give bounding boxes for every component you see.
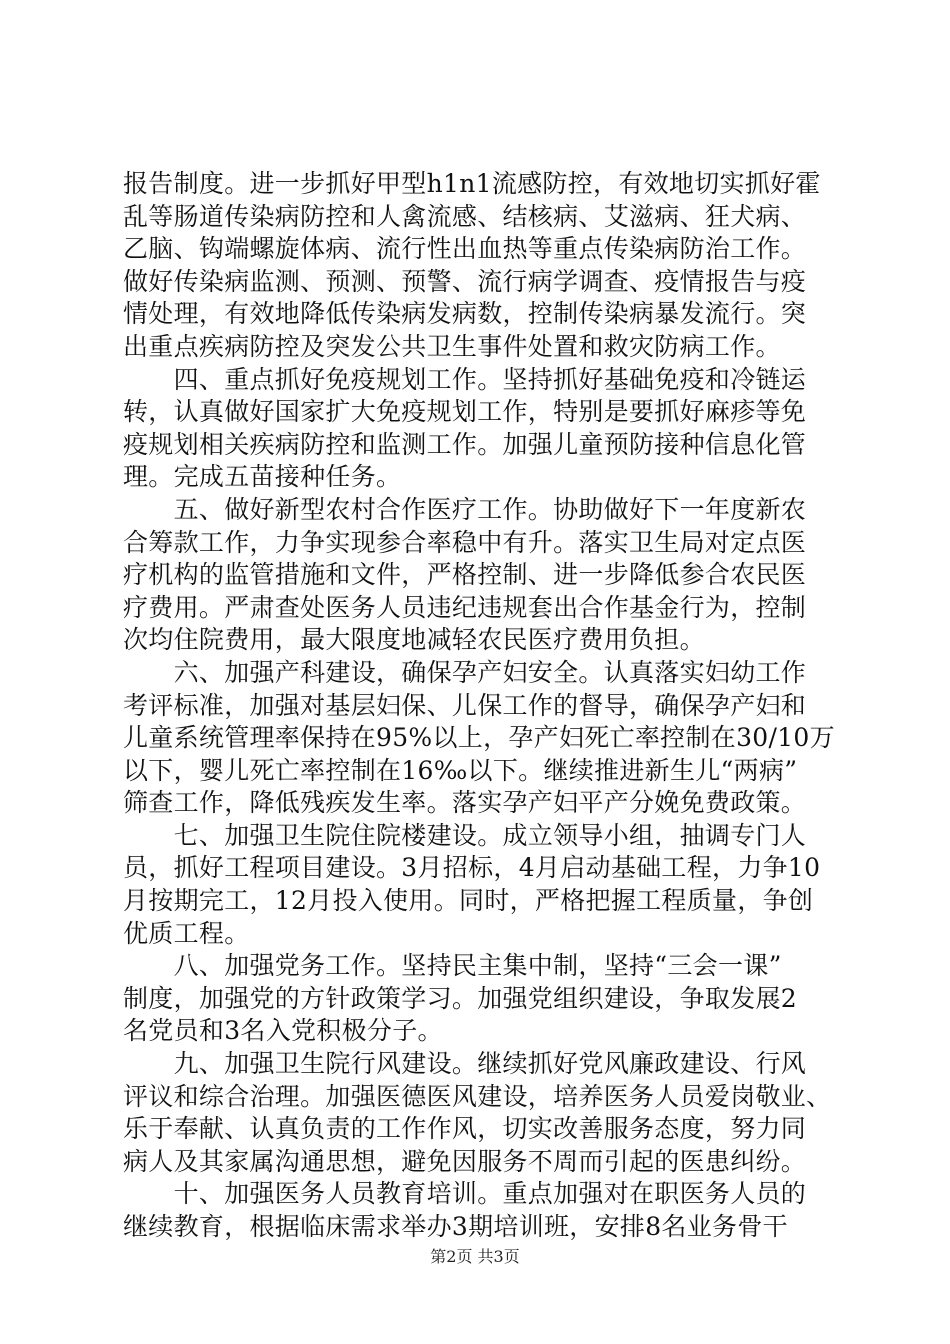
text-line: 出重点疾病防控及突发公共卫生事件处置和救灾防病工作。 (123, 331, 781, 361)
text-line: 考评标准，加强对基层妇保、儿保工作的督导，确保孕产妇和 (123, 690, 807, 720)
text-line: 六、加强产科建设，确保孕产妇安全。认真落实妇幼工作 (123, 657, 807, 687)
text-line: 转，认真做好国家扩大免疫规划工作，特别是要抓好麻疹等免 (123, 397, 807, 427)
text-line: 乱等肠道传染病防控和人禽流感、结核病、艾滋病、狂犬病、 (123, 201, 807, 231)
text-line: 十、加强医务人员教育培训。重点加强对在职医务人员的 (123, 1179, 807, 1209)
text-line: 儿童系统管理率保持在95%以上，孕产妇死亡率控制在30/10万 (123, 723, 835, 753)
page-number-footer: 第2页 共3页 (430, 1247, 520, 1266)
text-line: 四、重点抓好免疫规划工作。坚持抓好基础免疫和冷链运 (123, 364, 807, 394)
text-line: 乙脑、钩端螺旋体病、流行性出血热等重点传染病防治工作。 (123, 234, 807, 264)
text-line: 筛查工作，降低残疾发生率。落实孕产妇平产分娩免费政策。 (123, 788, 807, 818)
text-line: 继续教育，根据临床需求举办3期培训班，安排8名业务骨干 (123, 1212, 788, 1241)
text-line: 次均住院费用，最大限度地减轻农民医疗费用负担。 (123, 625, 705, 655)
text-line: 评议和综合治理。加强医德医风建设，培养医务人员爱岗敬业、 (123, 1081, 832, 1111)
text-line: 理。完成五苗接种任务。 (123, 462, 402, 492)
text-line: 疗费用。严肃查处医务人员违纪违规套出合作基金行为，控制 (123, 592, 807, 622)
text-line: 名党员和3名入党积极分子。 (123, 1016, 443, 1046)
text-line: 优质工程。 (123, 918, 250, 948)
text-line: 七、加强卫生院住院楼建设。成立领导小组，抽调专门人 (123, 820, 807, 850)
text-line: 疗机构的监管措施和文件，严格控制、进一步降低参合农民医 (123, 560, 807, 590)
text-line: 八、加强党务工作。坚持民主集中制，坚持“三会一课” (123, 951, 782, 981)
text-line: 员，抓好工程项目建设。3月招标，4月启动基础工程，力争10 (123, 853, 821, 883)
text-line: 制度，加强党的方针政策学习。加强党组织建设，争取发展2 (123, 983, 798, 1013)
text-line: 九、加强卫生院行风建设。继续抓好党风廉政建设、行风 (123, 1049, 807, 1079)
text-line: 五、做好新型农村合作医疗工作。协助做好下一年度新农 (123, 494, 807, 524)
text-line: 情处理，有效地降低传染病发病数，控制传染病暴发流行。突 (123, 299, 807, 329)
text-line: 月按期完工，12月投入使用。同时，严格把握工程质量，争创 (123, 886, 814, 916)
text-line: 合筹款工作，力争实现参合率稳中有升。落实卫生局对定点医 (123, 527, 807, 557)
text-line: 以下，婴儿死亡率控制在16‰以下。继续推进新生儿“两病” (123, 755, 798, 785)
text-line: 病人及其家属沟通思想，避免因服务不周而引起的医患纠纷。 (123, 1146, 807, 1176)
document-body (123, 168, 833, 1244)
text-line: 疫规划相关疾病防控和监测工作。加强儿童预防接种信息化管 (123, 429, 807, 459)
text-line: 乐于奉献、认真负责的工作作风，切实改善服务态度，努力同 (123, 1114, 807, 1144)
text-line: 报告制度。进一步抓好甲型h1n1流感防控，有效地切实抓好霍 (123, 169, 821, 198)
text-line: 做好传染病监测、预测、预警、流行病学调查、疫情报告与疫 (123, 266, 807, 296)
